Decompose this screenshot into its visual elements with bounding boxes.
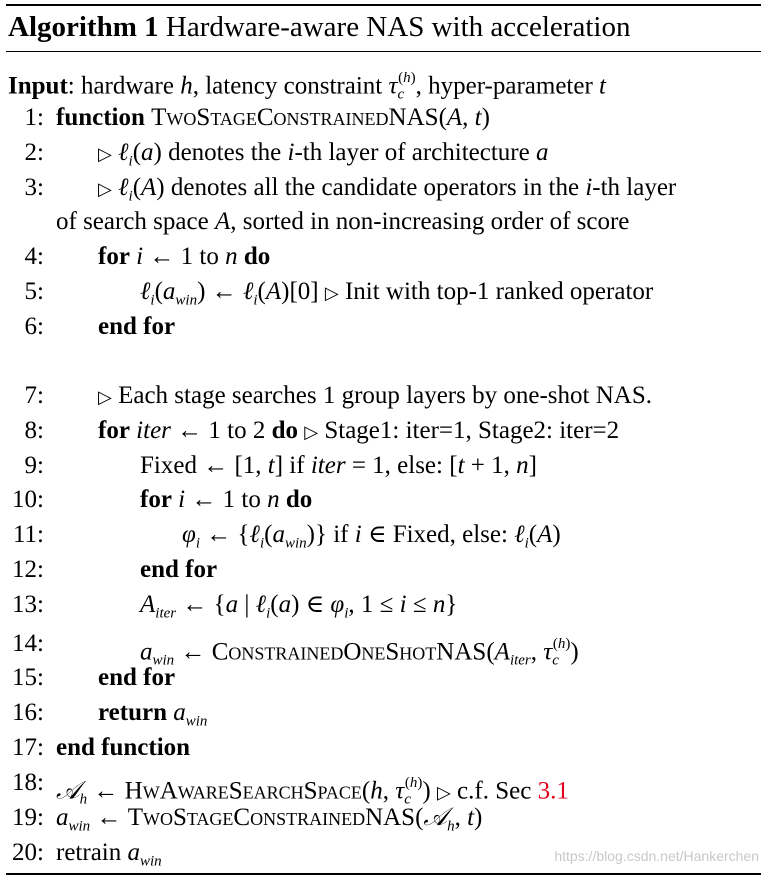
section-reference[interactable]: 3.1	[537, 777, 569, 805]
line-number: 14:	[12, 630, 44, 657]
algorithm-line-14: $a_{win}$ ← $ConstrainedOneShotNAS(A_{iter}$, $\tau_c^{(h)}$)	[140, 636, 579, 669]
algorithm-line-1: function TwoStageConstrainedNAS(A, t)	[56, 104, 490, 131]
input-line: Input: hardware h, latency constraint $\tau_c^{(h)}$, hyper-parameter t	[8, 70, 606, 103]
top-rule	[6, 4, 761, 6]
line-number: 6:	[24, 313, 44, 340]
line-number: 20:	[12, 839, 44, 866]
algorithm-line-3-continued: of search space A, sorted in non-increasing order of score	[56, 208, 630, 235]
algorithm-line-2: ▷ ℓ$_i$(a) denotes the i-th layer of architecture a	[98, 139, 549, 170]
line-number: 4:	[24, 243, 44, 270]
algorithm-line-18: 𝒜$_h$ ← HwAwareSearchSpace(h, $\tau_c^{(h)}$) ▷ c.f. Sec 3.1	[56, 775, 569, 808]
line-number: 11:	[12, 521, 44, 548]
algorithm-line-5: $\ell_i(a_{win})$ ← ℓ$_i$(A)[0] ▷ Init with top-1 ranked operator	[140, 278, 654, 309]
algorithm-line-12: end for	[140, 556, 218, 583]
algorithm-line-9: Fixed ← [1, t] if iter = 1, else: [t + 1, n]	[140, 452, 537, 479]
line-number: 1:	[24, 104, 44, 131]
input-label: Input	[8, 72, 68, 100]
line-number: 5:	[24, 278, 44, 305]
input-text-2: , latency constraint	[192, 72, 389, 100]
input-text-1: : hardware	[67, 72, 181, 100]
line-number: 13:	[12, 591, 44, 618]
algorithm-line-8: for iter ← 1 to 2 do ▷ Stage1: iter=1, Stage2: iter=2	[98, 417, 620, 444]
line-number: 18:	[12, 769, 44, 796]
line-number: 8:	[24, 417, 44, 444]
algorithm-line-16: return $a_{win}$	[98, 699, 208, 730]
line-number: 9:	[24, 452, 44, 479]
line-number: 12:	[12, 556, 44, 583]
line-number: 19:	[12, 804, 44, 831]
algorithm-line-13: $A_{iter}$ ← {a | ℓ$_i$(a) ∈ $\varphi_i$, 1 ≤ i ≤ n}	[140, 591, 458, 622]
algorithm-line-20: retrain $a_{win}$	[56, 839, 162, 870]
algorithm-line-10: for i ← 1 to n do	[140, 486, 313, 513]
algorithm-line-7: ▷ Each stage searches 1 group layers by one-shot NAS.	[98, 382, 652, 409]
algorithm-line-4: for i ← 1 to n do	[98, 243, 271, 270]
line-number: 7:	[24, 382, 44, 409]
line-number: 3:	[24, 174, 44, 201]
algorithm-line-17: end function	[56, 734, 191, 761]
input-text-3: , hyper-parameter	[415, 72, 600, 100]
algorithm-line-19: $a_{win}$ ← TwoStageConstrainedNAS(𝒜$_h$, t)	[56, 804, 483, 835]
line-number: 15:	[12, 664, 44, 691]
bottom-rule	[6, 873, 761, 875]
algorithm-line-6: end for	[98, 313, 176, 340]
line-number: 10:	[12, 486, 44, 513]
line-number: 2:	[24, 139, 44, 166]
algorithm-label: Algorithm 1	[8, 11, 159, 43]
title-rule	[6, 51, 761, 52]
algorithm-title	[8, 8, 630, 46]
line-number: 17:	[12, 734, 44, 761]
line-number: 16:	[12, 699, 44, 726]
algorithm-line-11: $\varphi_i$ ← $\{\ell_i(a_{win})\}$ if i ∈ Fixed, else: ℓ$_i$(A)	[182, 521, 561, 552]
algorithm-line-15: end for	[98, 664, 176, 691]
algorithm-line-3: ▷ ℓ$_i$(A) denotes all the candidate operators in the i-th layer	[98, 174, 677, 205]
watermark: https://blog.csdn.net/Hankerchen	[554, 848, 759, 864]
algorithm-name: Hardware-aware NAS with acceleration	[165, 11, 631, 43]
